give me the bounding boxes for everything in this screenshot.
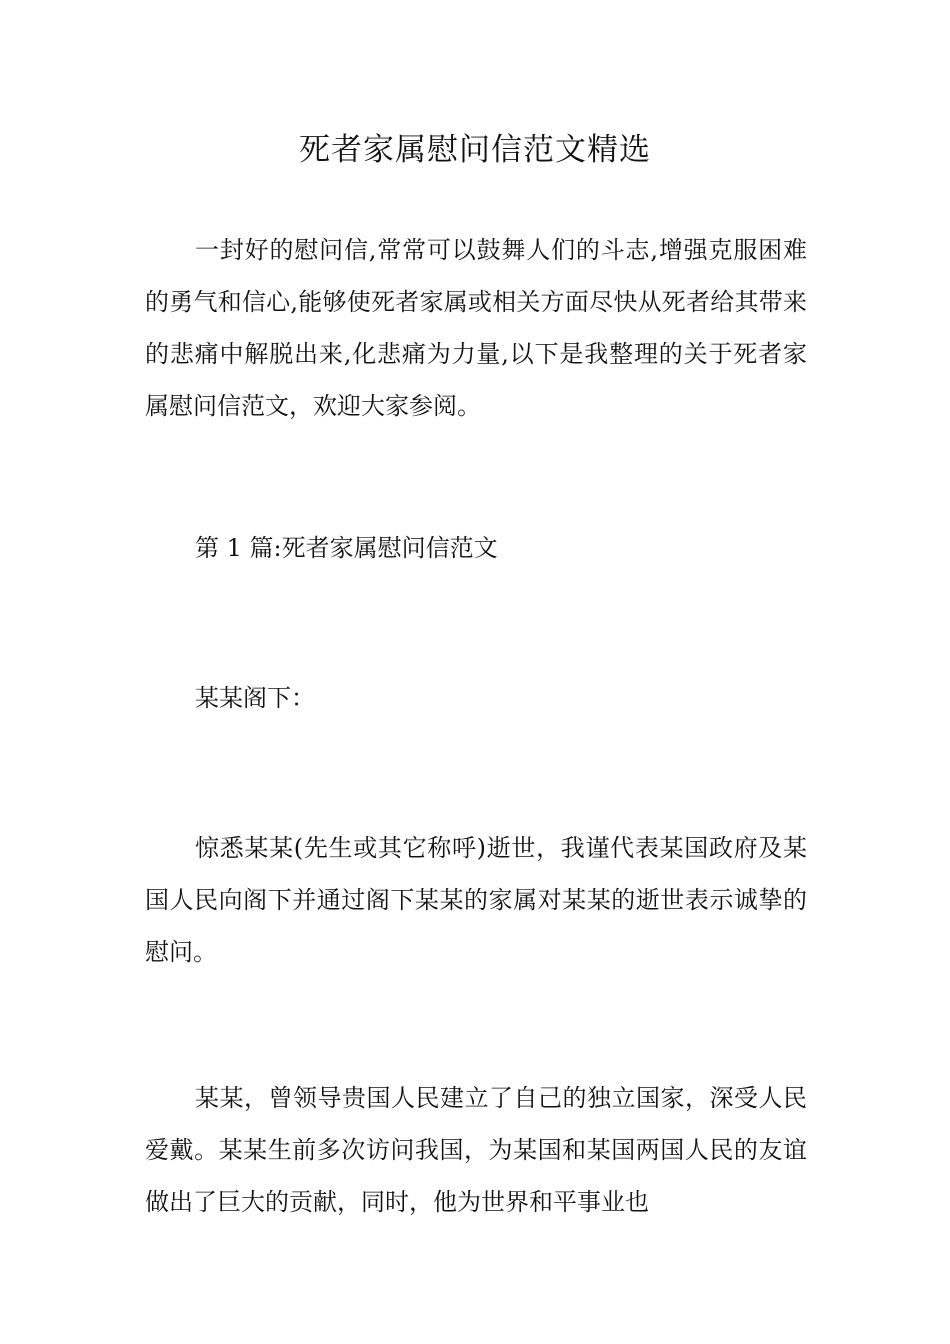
intro-paragraph: 一封好的慰问信,常常可以鼓舞人们的斗志,增强克服困难的勇气和信心,能够使死者家属或相关方面尽快从死者给其带来的悲痛中解脱出来,化悲痛为力量,以下是我整理的关于死者家属慰问信范文，欢迎大家参阅。 (145, 236, 807, 420)
letter-body-paragraph-2: 某某，曾领导贵国人民建立了自己的独立国家，深受人民爱戴。某某生前多次访问我国，为某国和某国两国人民的友谊做出了巨大的贡献，同时，他为世界和平事业也 (145, 1084, 807, 1216)
section-heading: 第 1 篇:死者家属慰问信范文 (195, 534, 498, 562)
letter-salutation: 某某阁下： (195, 684, 315, 712)
letter-body-paragraph-1: 惊悉某某(先生或其它称呼)逝世，我谨代表某国政府及某国人民向阁下并通过阁下某某的家属对某某的逝世表示诚挚的慰问。 (145, 834, 807, 966)
document-title: 死者家属慰问信范文精选 (299, 132, 651, 168)
